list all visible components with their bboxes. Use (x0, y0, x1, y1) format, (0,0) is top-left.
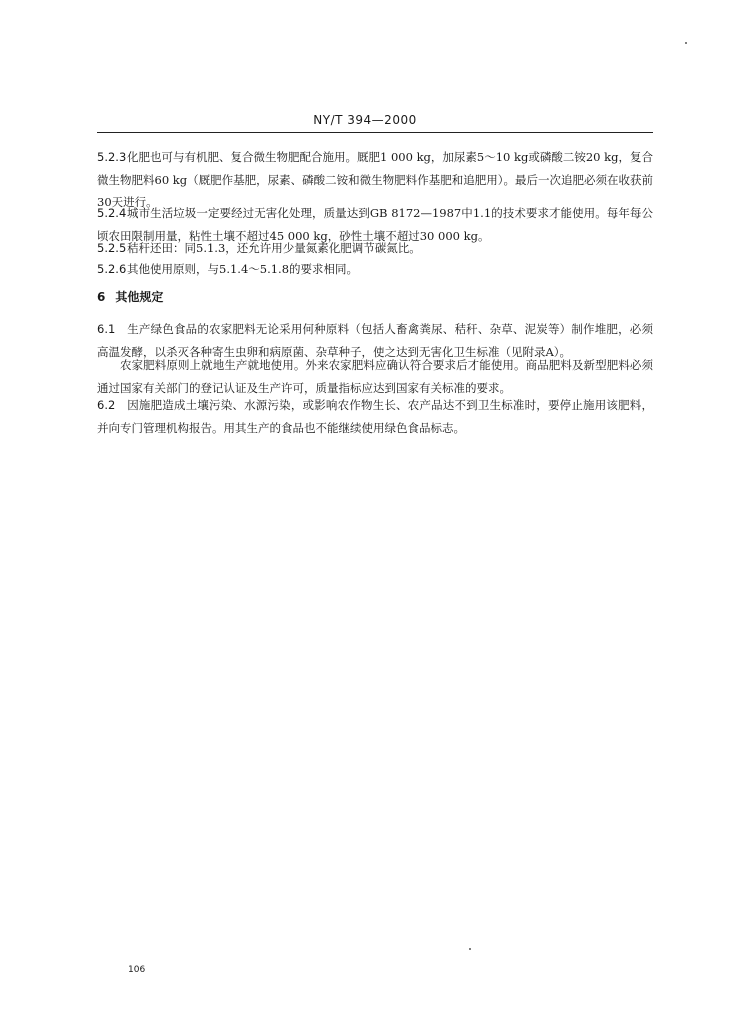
clause-text: 农家肥料原则上就地生产就地使用。外来农家肥料应确认符合要求后才能使用。商品肥料及新型肥料必须通过国家有关部门的登记认证及生产许可，质量指标应达到国家有关标准的要求。 (97, 358, 653, 395)
clause-number: 6.2 (97, 398, 116, 412)
clause-number: 6.1 (97, 322, 116, 336)
clause-text: 生产绿色食品的农家肥料无论采用何种原料（包括人畜禽粪尿、秸秆、杂草、泥炭等）制作堆肥，必须高温发酵，以杀灭各种寄生虫卵和病原菌、杂草种子，使之达到无害化卫生标准（见附录A）。 (97, 322, 653, 359)
clause-text: 秸秆还田：同5.1.3，还允许用少量氮素化肥调节碳氮比。 (127, 241, 421, 255)
clause-text: 化肥也可与有机肥、复合微生物肥配合施用。厩肥1 000 kg，加尿素5～10 kg或磷酸二铵20 kg，复合微生物肥料60 kg（厩肥作基肥，尿素、磷酸二铵和微生物肥料作基肥和追肥用）。最后一次追肥必须在收获前30天进行。 (97, 150, 653, 209)
scan-speck (469, 948, 471, 950)
page-header: NY/T 394—2000 (313, 113, 417, 127)
clause-text: 其他使用原则，与5.1.4～5.1.8的要求相同。 (127, 262, 359, 276)
section-number: 6 (97, 290, 106, 304)
scan-speck (685, 42, 687, 44)
clause-text: 因施肥造成土壤污染、水源污染，或影响农作物生长、农产品达不到卫生标准时，要停止施用该肥料，并向专门管理机构报告。用其生产的食品也不能继续使用绿色食品标志。 (97, 398, 653, 435)
section-title: 其他规定 (115, 290, 164, 304)
clause-5-2-5 (97, 237, 653, 260)
header-rule (97, 132, 653, 133)
clause-5-2-6 (97, 258, 653, 281)
section-heading (97, 288, 163, 305)
clause-6-2 (97, 394, 653, 439)
clause-6-1-continued (97, 354, 653, 399)
clause-number: 5.2.4 (97, 206, 127, 220)
clause-text: 城市生活垃圾一定要经过无害化处理，质量达到GB 8172—1987中1.1的技术要求才能使用。每年每公顷农田限制用量，粘性土壤不超过45 000 kg，砂性土壤不超过30 000 kg。 (97, 206, 653, 243)
clause-number: 5.2.3 (97, 150, 127, 164)
page-number: 106 (128, 965, 146, 975)
clause-number: 5.2.6 (97, 262, 127, 276)
clause-number: 5.2.5 (97, 241, 127, 255)
